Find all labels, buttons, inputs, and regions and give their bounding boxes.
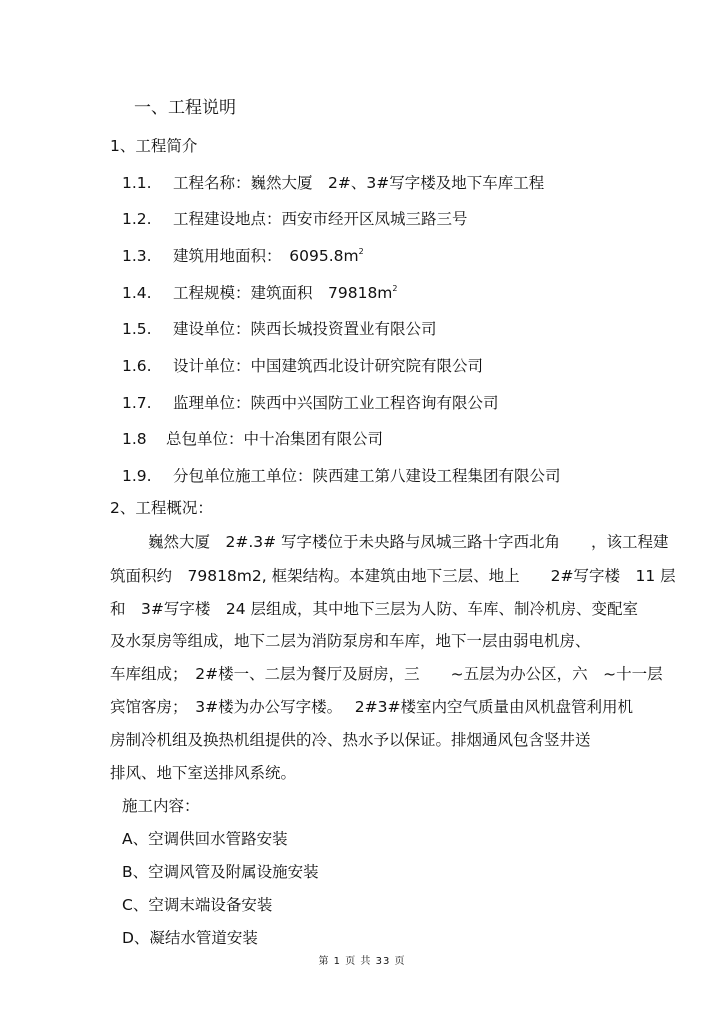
page-footer: 第 1 页 共 33 页 [318, 956, 406, 967]
paragraph-line: 巍然大厦 2#.3# 写字楼位于未央路与凤城三路十字西北角 ，该工程建 [148, 533, 669, 551]
list-item [122, 319, 437, 339]
list-item [122, 356, 483, 376]
construction-item: A、空调供回水管路安装 [122, 830, 288, 848]
paragraph-line: 宾馆客房； 3#楼为办公写字楼。 2#3#楼室内空气质量由风机盘管利用机 [110, 698, 633, 716]
construction-item: B、空调风管及附属设施安装 [122, 863, 319, 881]
item-text: 工程建设地点：西安市经开区凤城三路三号 [173, 210, 468, 228]
subsection-title-summary: 2、工程概况： [110, 499, 213, 517]
list-item [122, 173, 544, 193]
construction-item: D、凝结水管道安装 [122, 929, 258, 947]
item-text: 工程名称：巍然大厦 2#、3#写字楼及地下车库工程 [173, 174, 545, 192]
item-text: 分包单位施工单位：陕西建工第八建设工程集团有限公司 [173, 467, 561, 485]
list-item [122, 393, 499, 413]
item-number: 1.3. [122, 247, 152, 265]
item-number: 1.9. [122, 467, 152, 485]
item-text: 建筑用地面积： 6095.8m [173, 247, 359, 265]
construction-title: 施工内容： [122, 797, 200, 815]
item-number: 1.8 [122, 430, 147, 448]
paragraph-line: 和 3#写字楼 24 层组成，其中地下三层为人防、车库、制冷机房、变配室 [110, 600, 639, 618]
construction-item: C、空调末端设备安装 [122, 896, 273, 914]
item-text: 设计单位：中国建筑西北设计研究院有限公司 [173, 357, 484, 375]
superscript: 2 [392, 284, 398, 293]
item-number: 1.7. [122, 394, 152, 412]
paragraph-line: 排风、地下室送排风系统。 [110, 764, 297, 782]
paragraph-line: 车库组成； 2#楼一、二层为餐厅及厨房，三 ~五层为办公区，六 ~十一层 [110, 665, 663, 683]
list-item [122, 466, 561, 486]
item-number: 1.5. [122, 320, 152, 338]
list-item [122, 283, 398, 303]
item-text: 总包单位：中十冶集团有限公司 [166, 430, 384, 448]
item-number: 1.6. [122, 357, 152, 375]
item-number: 1.2. [122, 210, 152, 228]
paragraph-line: 筑面积约 79818m2, 框架结构。本建筑由地下三层、地上 2#写字楼 11 层 [110, 567, 676, 585]
item-text: 建设单位：陕西长城投资置业有限公司 [173, 320, 437, 338]
subsection-title-overview: 1、工程简介 [110, 137, 198, 155]
superscript: 2 [358, 247, 364, 256]
paragraph-line: 房制冷机组及换热机组提供的冷、热水予以保证。排烟通风包含竖井送 [110, 731, 591, 749]
item-number: 1.1. [122, 174, 152, 192]
list-item [122, 429, 383, 449]
paragraph-line: 及水泵房等组成，地下二层为消防泵房和车库，地下一层由弱电机房、 [110, 632, 591, 650]
section-title: 一、工程说明 [134, 98, 236, 118]
list-item [122, 246, 364, 266]
item-text: 监理单位：陕西中兴国防工业工程咨询有限公司 [173, 394, 499, 412]
item-number: 1.4. [122, 284, 152, 302]
item-text: 工程规模：建筑面积 79818m [173, 284, 393, 302]
list-item [122, 209, 468, 229]
